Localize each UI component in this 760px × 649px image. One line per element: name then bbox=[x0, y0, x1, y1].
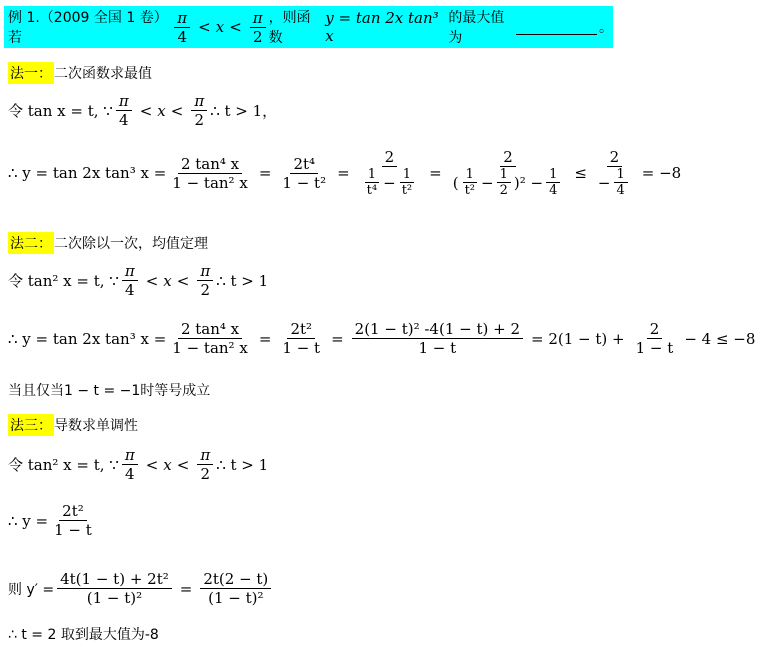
method1-substitution: 令 tan x = t, ∵ $\frac{\pi}{4}$ < x < $\frac{\pi}{2}$ ∴ t > 1， bbox=[8, 92, 278, 129]
method2-substitution: 令 tan² x = t, ∵ $\frac{\pi}{4}$ < x < $\frac{\pi}{2}$ ∴ t > 1 bbox=[8, 262, 269, 299]
method1-title: 二次函数求最值 bbox=[54, 66, 152, 82]
problem-function: y = tan 2x tan³ x bbox=[325, 9, 439, 45]
problem-statement: 例 1.（2009 全国 1 卷）若 $\frac{\pi}{4}$ < x < $\frac{\pi}{2}$ ，则函数 y = tan 2x tan³ x 的最大值为 。 bbox=[4, 6, 613, 48]
method3-conclusion: ∴ t = 2 取到最大值为-8 bbox=[8, 627, 159, 643]
method2-derivation: ∴ y = tan 2x tan³ x = $\frac{\text{2 tan⁴ x}}{\text{1 − tan² x}}$ = $\frac{\text{2t²}}{1 - t}$ = $\frac{\text{2(1 − t)² -4(1 − t) + 2}}{1 - t}$ = 2(1 − t) + $\frac{2}{1 - t}$ − 4 ≤ −8 bbox=[8, 320, 756, 357]
method3-substitution: 令 tan² x = t, ∵ $\frac{\pi}{4}$ < x < $\frac{\pi}{2}$ ∴ t > 1 bbox=[8, 446, 269, 483]
method3-heading bbox=[8, 414, 138, 436]
problem-prefix: 例 1.（2009 全国 1 卷）若 bbox=[8, 10, 168, 46]
method2-equality-condition: 当且仅当1 − t = −1时等号成立 bbox=[8, 383, 211, 399]
method1-label: 法一： bbox=[8, 62, 54, 84]
condition-upper-fraction: $\frac{\pi}{2}$ bbox=[250, 9, 266, 46]
method2-heading bbox=[8, 232, 208, 254]
answer-blank[interactable] bbox=[516, 20, 597, 35]
method3-derivative: 则 y′ = $\frac{\text{4t(1 − t) + 2t²}}{\text{(1 − t)²}}$ = $\frac{2t(2 - t)}{\text{(1 − t)²}}$ bbox=[8, 570, 274, 607]
method2-title: 二次除以一次，均值定理 bbox=[54, 236, 208, 252]
condition-lower-fraction: $\frac{\pi}{4}$ bbox=[174, 9, 190, 46]
method1-heading bbox=[8, 62, 152, 84]
method3-title: 导数求单调性 bbox=[54, 418, 138, 434]
method1-derivation: ∴ y = tan 2x tan³ x = $\frac{\text{2 tan⁴ x}}{\text{1 − tan² x}}$ = $\frac{\text{2t⁴}}{\text{1 − t²}}$ = 2 $\frac{1}{\text{t⁴}}$ − $\frac{1}{\text{t²}}$ = 2 ( $\frac{1}{\text{t²}}$ − $\frac{1}{2}$ )² − $\frac{1}{4}$ ≤ 2 − $\frac{1}{4}$ = −8 bbox=[8, 148, 682, 198]
method3-label: 法三： bbox=[8, 414, 54, 436]
method2-label: 法二： bbox=[8, 232, 54, 254]
method3-function: ∴ y = $\frac{\text{2t²}}{1 - t}$ bbox=[8, 502, 92, 539]
